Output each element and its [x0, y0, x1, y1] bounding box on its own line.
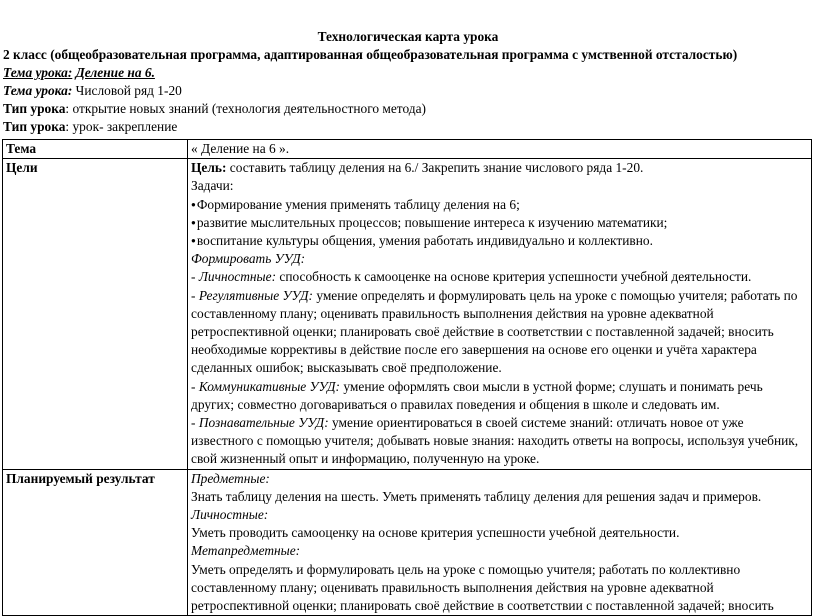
communicative-uud-label: Коммуникативные УУД:	[198, 378, 341, 394]
tasks-title: Задачи:	[191, 178, 234, 194]
results-cell-label: Планируемый результат	[3, 469, 188, 616]
subject-results-title: Предметные:	[191, 470, 270, 486]
lesson-type-line-1	[3, 101, 426, 117]
topic1-label: Тема урока:	[3, 65, 73, 80]
task-item: ● воспитание культуры общения, умения работать индивидуально и коллективно.	[191, 232, 808, 250]
lesson-type-line-2	[3, 119, 177, 135]
goals-cell-content	[188, 159, 812, 469]
personal-uud	[191, 268, 808, 286]
meta-results-line: Уметь определять и формулировать цель на уроке с помощью учителя; работать по коллективно	[191, 561, 741, 577]
cognitive-uud-label: Познавательные УУД:	[198, 415, 329, 431]
task-item: ● Формирование умения применять таблицу деления на 6;	[191, 196, 808, 214]
task-item: ● развитие мыслительных процессов; повышение интереса к изучению математики;	[191, 214, 808, 232]
dash: -	[191, 378, 199, 394]
table-row-results	[3, 469, 812, 616]
meta-results-title: Метапредметные:	[191, 543, 301, 559]
grade-line: 2 класс (общеобразовательная программа, адаптированная общеобразовательная программа с умственной отсталостью)	[3, 47, 738, 62]
regulatory-uud-line: сделанных ошибок; высказывать своё предположение.	[191, 360, 502, 376]
meta-results-line: составленному плану; оценивать правильность выполнения действия на уровне адекватной	[191, 579, 714, 595]
goal-line	[191, 159, 808, 177]
regulatory-uud-label: Регулятивные УУД:	[198, 287, 313, 303]
dash: -	[191, 415, 199, 431]
goals-cell-label: Цели	[3, 159, 188, 469]
communicative-uud-line: других; совместно договариваться о правилах поведения и общения в школе и следовать им.	[191, 396, 720, 412]
table-row-goals	[3, 159, 812, 469]
topic2-value: Числовой ряд 1-20	[75, 83, 182, 98]
cognitive-uud-text: умение ориентироваться в своей системе знаний: отличать новое от уже	[328, 415, 744, 431]
subject-results-text: Знать таблицу деления на шесть. Уметь применять таблицу деления для решения задач и примеров.	[191, 488, 762, 504]
communicative-uud	[191, 378, 808, 396]
regulatory-uud-line: составленному плану; оценивать правильность выполнения действия на уровне адекватной	[191, 305, 714, 321]
regulatory-uud-line: ретроспективной оценки; планировать своё действие в соответствии с поставленной задачей; вносить	[191, 324, 774, 340]
meta-results-line: ретроспективной оценки; планировать своё действие в соответствии с поставленной задачей; вносить	[191, 598, 774, 614]
regulatory-uud	[191, 287, 808, 305]
regulatory-uud-text: умение определять и формулировать цель на уроке с помощью учителя; работать по	[312, 287, 798, 303]
cognitive-uud	[191, 414, 808, 432]
document-title: Технологическая карта урока	[317, 29, 499, 44]
type2-value: : урок- закрепление	[65, 119, 178, 134]
cognitive-uud-line: известного с помощью учителя; добывать новые знания: находить ответы на вопросы, используя учебник,	[191, 433, 799, 449]
results-cell-content	[188, 469, 812, 616]
dash: -	[191, 287, 199, 303]
topic-line-1	[3, 65, 155, 81]
topic-cell-label: Тема	[3, 140, 188, 159]
topic2-label: Тема урока:	[3, 83, 73, 98]
topic1-value: Деление на 6.	[75, 65, 155, 80]
goal-text: составить таблицу деления на 6./ Закрепить знание числового ряда 1-20.	[226, 160, 644, 176]
personal-results-text: Уметь проводить самооценку на основе критерия успешности учебной деятельности.	[191, 525, 680, 541]
type1-label: Тип урока	[3, 101, 66, 116]
regulatory-uud-line: необходимые коррективы в действие после его завершения на основе его оценки и учёта характера	[191, 342, 757, 358]
dash: -	[191, 269, 199, 285]
goal-label: Цель:	[191, 160, 227, 176]
lesson-card-table	[2, 139, 812, 616]
type2-label: Тип урока	[3, 119, 66, 134]
personal-results-title: Личностные:	[191, 507, 269, 523]
communicative-uud-text: умение оформлять свои мысли в устной форме; слушать и понимать речь	[340, 378, 763, 394]
cognitive-uud-line: свой жизненный опыт и информацию, полученную на уроке.	[191, 451, 540, 467]
table-row-topic	[3, 140, 812, 159]
type1-value: : открытие новых знаний (технология деятельностного метода)	[65, 101, 427, 116]
personal-uud-label: Личностные:	[198, 269, 277, 285]
topic-cell-value: « Деление на 6 ».	[188, 140, 812, 159]
personal-uud-text: способность к самооценке на основе критерия успешности учебной деятельности.	[276, 269, 752, 285]
topic-line-2	[3, 83, 182, 99]
uud-title: Формировать УУД:	[191, 251, 306, 267]
